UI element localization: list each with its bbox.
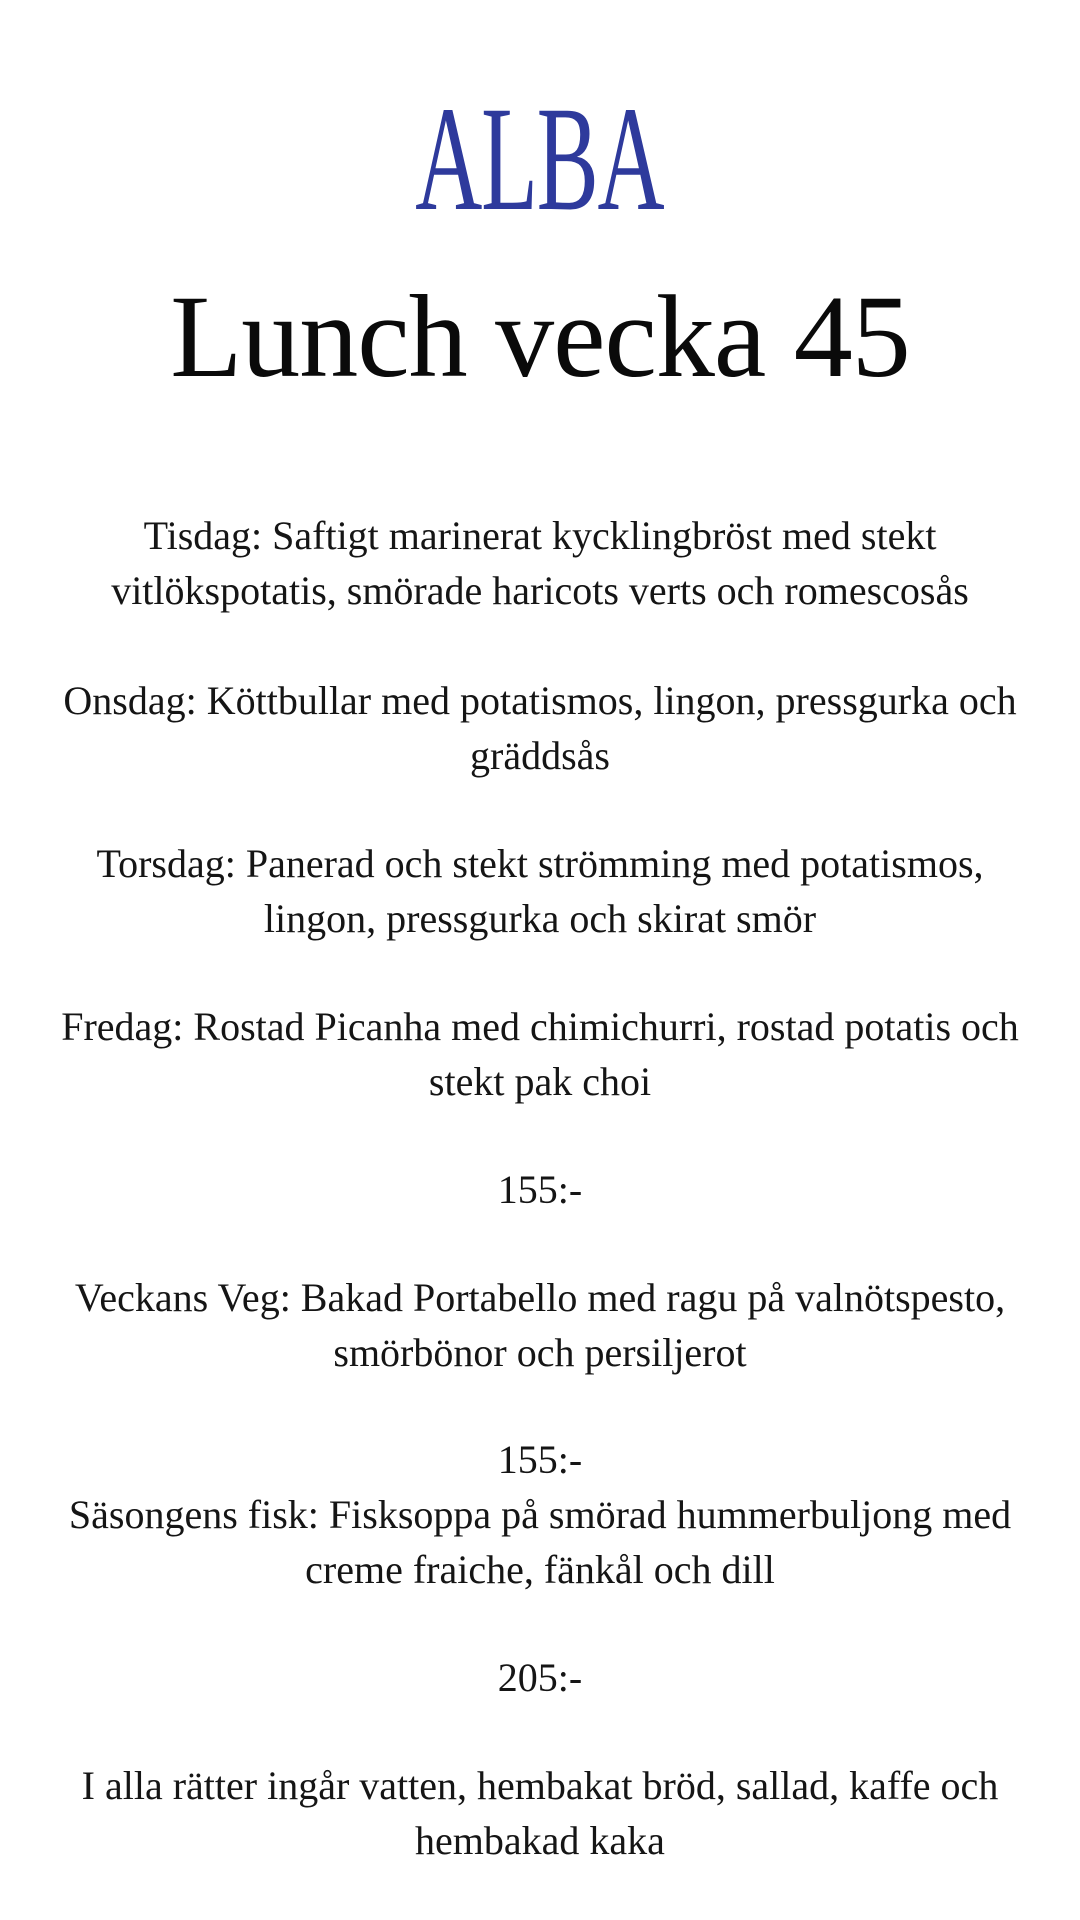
included-note: I alla rätter ingår vatten, hembakat bröd, sallad, kaffe och hembakad kaka: [81, 1763, 999, 1863]
price-veg: 155:-: [497, 1437, 583, 1482]
alba-logo: [392, 76, 664, 242]
menu-item-veg: Veckans Veg: Bakad Portabello med ragu på valnötspesto, smörbönor och persiljerot: [74, 1275, 1006, 1375]
menu-item-tuesday: Tisdag: Saftigt marinerat kycklingbröst med stekt vitlökspotatis, smörade haricots verts och romescosås: [111, 513, 969, 613]
price-weekly: 155:-: [497, 1167, 583, 1212]
menu-item-thursday: Torsdag: Panerad och stekt strömming med potatismos, lingon, pressgurka och skirat smör: [96, 841, 984, 941]
menu-item-wednesday: Onsdag: Köttbullar med potatismos, lingon, pressgurka och gräddsås: [63, 678, 1017, 778]
menu-item-friday: Fredag: Rostad Picanha med chimichurri, rostad potatis och stekt pak choi: [61, 1004, 1019, 1104]
page-title: Lunch vecka 45: [170, 271, 910, 402]
price-fish: 205:-: [497, 1655, 583, 1700]
menu-item-fish: Säsongens fisk: Fisksoppa på smörad hummerbuljong med creme fraiche, fänkål och dill: [68, 1492, 1012, 1592]
logo-text: ALBA: [415, 76, 664, 242]
